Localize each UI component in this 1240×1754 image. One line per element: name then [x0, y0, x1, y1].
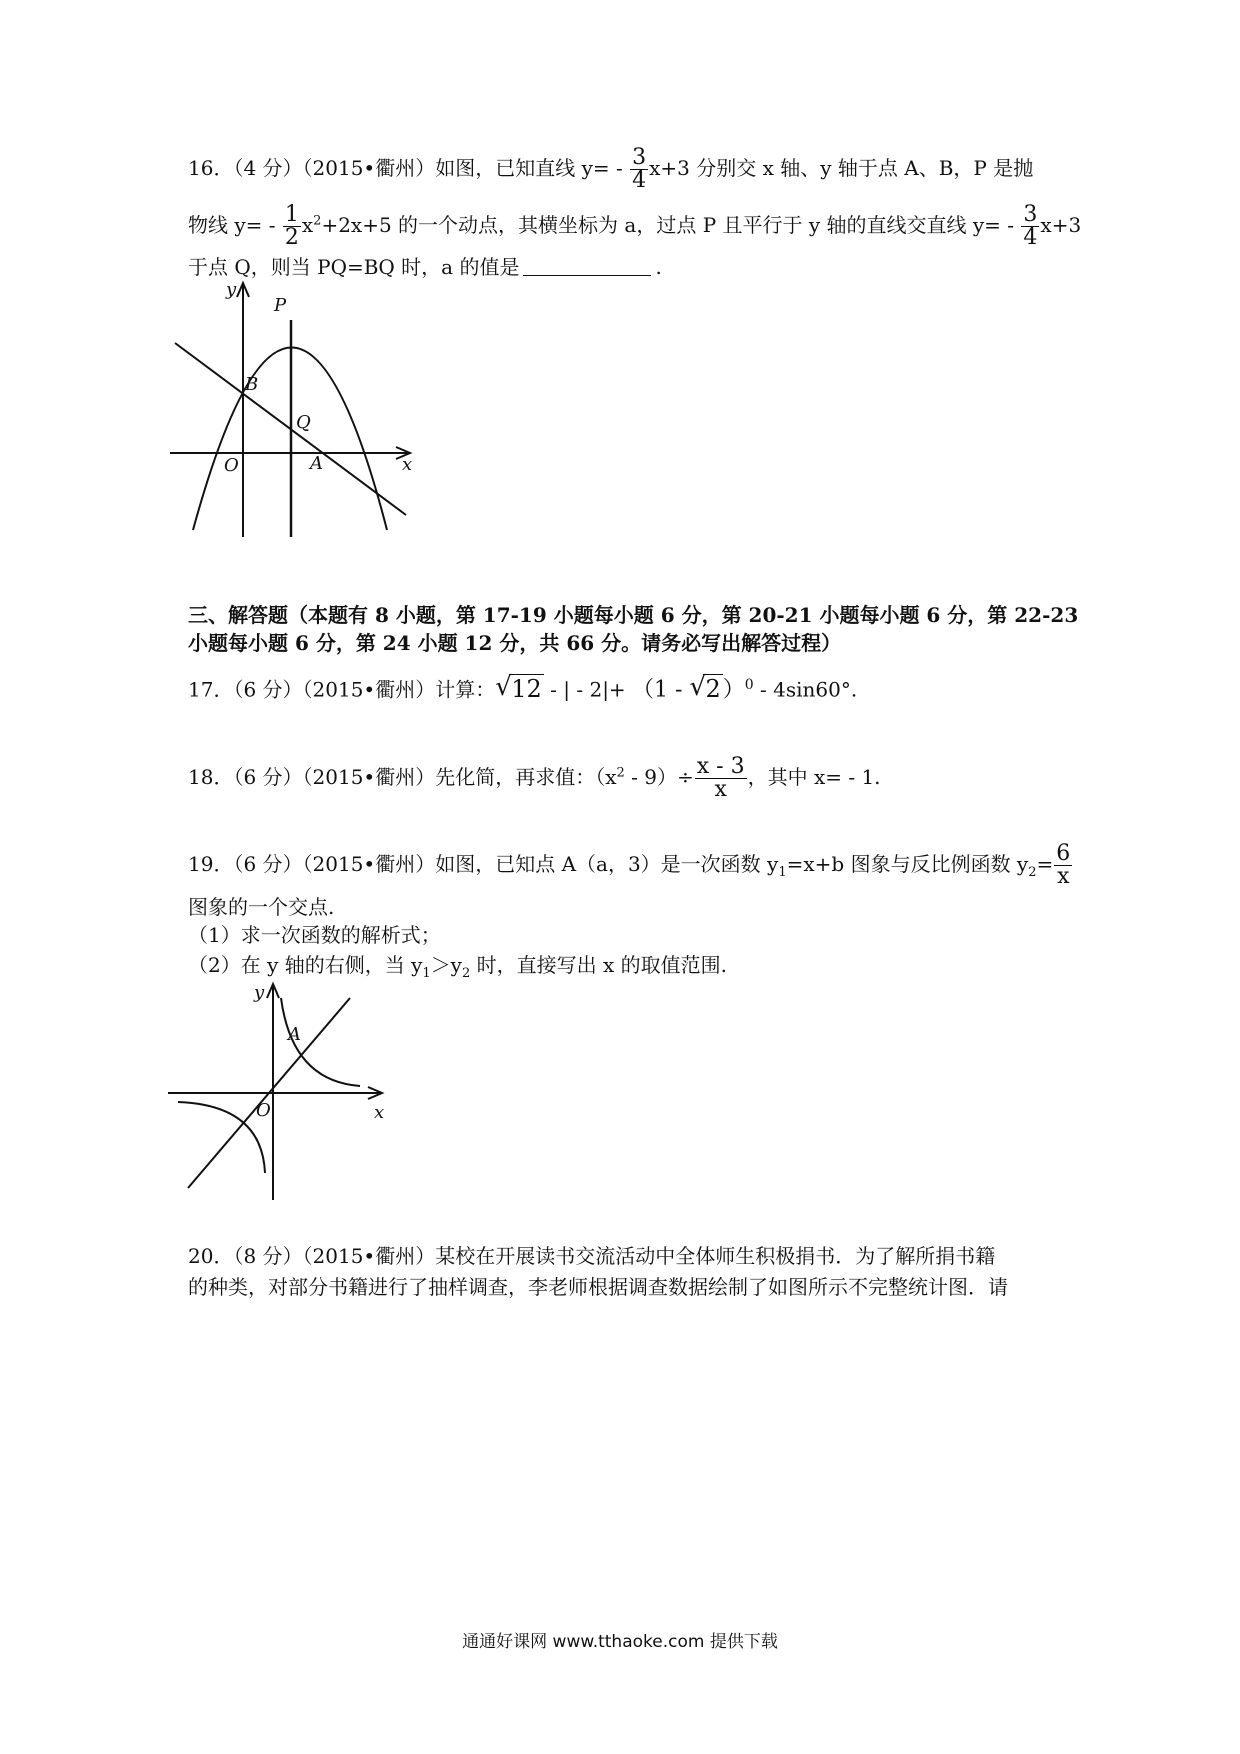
- q19-line-1: 19．（6 分）（2015•衢州）如图，已知点 A（a，3）是一次函数 $y_1=x+b$ 图象与反比例函数 $y_2=$ $\frac{6}{x}$: [188, 841, 1071, 889]
- section-3-heading-line-2: 小题每小题 6 分，第 24 小题 12 分，共 66 分。请务必写出解答过程）: [188, 631, 842, 655]
- label-o: O: [224, 455, 239, 476]
- fraction-3-4: $\frac{3}{4}$: [632, 145, 647, 193]
- q19-part-1: （1）求一次函数的解析式；: [188, 923, 441, 947]
- q16-figure: [160, 275, 430, 545]
- q17: 17．（6 分）（2015•衢州）计算： √ 12 - | - 2|+ （1 - √ 2）$^0$ - 4sin60°.: [188, 671, 858, 703]
- label-x: x: [374, 1102, 385, 1123]
- label-y: y: [254, 982, 265, 1003]
- label-a: A: [288, 1024, 301, 1045]
- fraction-x-3-over-x: $\frac{x - 3}{x}$: [696, 754, 745, 802]
- q19-figure: [160, 978, 400, 1208]
- q19-part-2: （2）在 y 轴的右侧，当 $y_1>y_2$ 时，直接写出 x 的取值范围.: [188, 953, 727, 981]
- section-3-heading-line-1: 三、解答题（本题有 8 小题，第 17-19 小题每小题 6 分，第 20-21 小题每小题 6 分，第 22-23: [188, 603, 1079, 627]
- q16-line-2: 物线 y= - $\frac{1}{2}$ $x^2+2x+5$ 的一个动点，其横坐标为 a，过点 P 且平行于 y 轴的直线交直线 y= - $\frac{3}{4}$ x+3: [188, 202, 1082, 250]
- label-y: y: [226, 279, 237, 300]
- sqrt-12: √ 12: [495, 671, 542, 703]
- fraction-1-2: $\frac{1}{2}$: [284, 202, 299, 250]
- q20-line-1: 20．（8 分）（2015•衢州）某校在开展读书交流活动中全体师生积极捐书．为了解所捐书籍: [188, 1244, 996, 1268]
- q18: 18．（6 分）（2015•衢州）先化简，再求值：$(x^2 - 9)\div$ $\frac{x - 3}{x}$ ，其中 x= - 1.: [188, 754, 881, 802]
- label-q: Q: [296, 412, 311, 433]
- label-x: x: [402, 454, 413, 475]
- page-footer: 通通好课网 www.tthaoke.com 提供下载: [462, 1632, 778, 1652]
- fraction-6-over-x: $\frac{6}{x}$: [1056, 841, 1071, 889]
- label-a: A: [310, 453, 323, 474]
- q16-line-1: 16．（4 分）（2015•衢州）如图，已知直线 y= - $\frac{3}{4}$ x+3 分别交 x 轴、y 轴于点 A、B，P 是抛: [188, 145, 1034, 193]
- q16-line-3: 于点 Q，则当 PQ=BQ 时，a 的值是 .: [188, 255, 662, 279]
- label-b: B: [245, 374, 259, 395]
- q20-line-2: 的种类，对部分书籍进行了抽样调查，李老师根据调查数据绘制了如图所示不完整统计图．请: [188, 1275, 1008, 1299]
- label-o: O: [256, 1100, 271, 1121]
- fraction-3-4-b: $\frac{3}{4}$: [1023, 202, 1038, 250]
- answer-blank: [523, 275, 651, 276]
- sqrt-2: √ 2: [689, 671, 721, 703]
- label-p: P: [274, 295, 287, 316]
- q19-line-2: 图象的一个交点.: [188, 895, 335, 919]
